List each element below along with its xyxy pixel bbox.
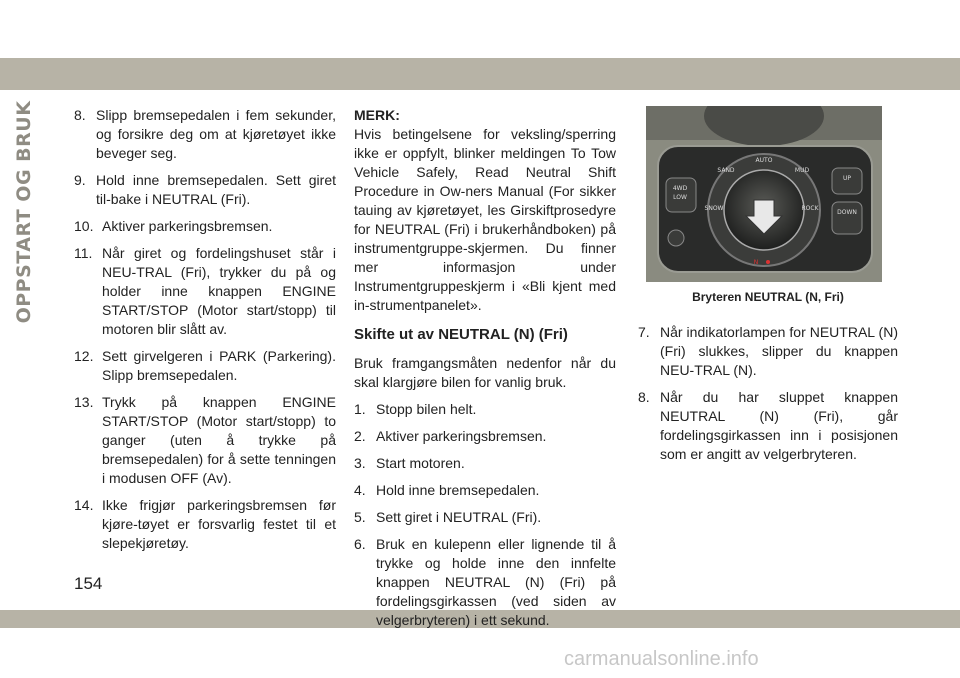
list-item: 3. Start motoren. <box>354 455 465 471</box>
down-label: DOWN <box>837 209 857 216</box>
watermark: carmanualsonline.info <box>564 648 759 670</box>
column-3 <box>638 106 898 472</box>
list-item: 4. Hold inne bremsepedalen. <box>354 482 540 498</box>
list-item: 11. Når giret og fordelingshuset står i NEU-TRAL (Fri), trykker du på og holder inne knappen ENGINE START/STOP (Motor start/stopp) til motoren blir slått av. <box>74 245 336 337</box>
neutral-switch-photo <box>646 106 882 282</box>
section-title: Skifte ut av NEUTRAL (N) (Fri) <box>354 326 568 343</box>
fwd-label: 4WD <box>672 185 688 192</box>
list-item: 6. Bruk en kulepenn eller lignende til å trykke og holde inne den innfelte knappen NEUTRAL (N) (Fri) på fordelingsgirkassen (ved siden av velgerbryteren) i ett sekund. <box>354 536 616 628</box>
header-band <box>0 58 960 90</box>
list-item: 14. Ikke frigjør parkeringsbremsen før kjøre-tøyet er forsvarlig festet til et slepekjøretøy. <box>74 497 336 551</box>
column-1 <box>74 106 336 561</box>
list-item: 10. Aktiver parkeringsbremsen. <box>74 218 273 234</box>
neutral-indicator-lamp <box>766 260 770 264</box>
list-item: 8. Slipp bremsepedalen i fem sekunder, og forsikre deg om at kjøretøyet ikke beveger seg. <box>74 107 336 161</box>
list-item: 5. Sett giret i NEUTRAL (Fri). <box>354 509 542 525</box>
auto-label: AUTO <box>755 157 773 164</box>
snow-label: SNOW <box>704 205 724 212</box>
column-2 <box>354 106 616 638</box>
note-heading: MERK: <box>354 107 400 123</box>
neutral-n-label: N <box>753 259 759 266</box>
list-item: 8. Når du har sluppet knappen NEUTRAL (N) (Fri), går fordelingsgirkassen inn i posisjonen som er angitt av velgerbryteren. <box>638 389 898 462</box>
page-number: 154 <box>74 574 103 593</box>
section-intro: Bruk framgangsmåten nedenfor når du skal klargjøre bilen for vanlig bruk. <box>354 355 616 390</box>
list-item: 12. Sett girvelgeren i PARK (Parkering). Slipp bremsepedalen. <box>74 348 336 383</box>
list-item: 2. Aktiver parkeringsbremsen. <box>354 428 547 444</box>
sand-label: SAND <box>717 167 735 174</box>
list-item: 13. Trykk på knappen ENGINE START/STOP (Motor start/stopp) to ganger (uten å trykke på bremsepedalen) for å sette tenningen i modusen OFF (Av). <box>74 394 336 486</box>
list-item: 1. Stopp bilen helt. <box>354 401 477 417</box>
section-side-tab <box>2 102 42 322</box>
list-item: 7. Når indikatorlampen for NEUTRAL (N) (Fri) slukkes, slipper du knappen NEU-TRAL (N). <box>638 324 898 378</box>
selector-dial-illustration <box>646 106 882 282</box>
mud-label: MUD <box>794 167 810 174</box>
list-item: 9. Hold inne bremsepedalen. Sett giret til-bake i NEUTRAL (Fri). <box>74 172 336 207</box>
side-tab-label: OPPSTART OG BRUK <box>13 100 35 324</box>
up-label: UP <box>842 175 852 182</box>
low-label: LOW <box>673 194 687 201</box>
figure-caption: Bryteren NEUTRAL (N, Fri) <box>692 290 844 304</box>
note-body: Hvis betingelsene for veksling/sperring ikke er oppfylt, blinker meldingen To Tow Vehicle Safely, Read Neutral Shift Procedure in Ow-ners Manual (For sikker tauing av kjøretøyet, les Girskiftprosedyre for NEUTRAL (Fri) i brukerhåndboken) på instrumentgruppe-skjermen. Du finner mer informasjon under Instrumentgruppeskjerm i «Bli kjent med in-strumentpanelet». <box>354 126 616 313</box>
rock-label: ROCK <box>801 205 819 212</box>
